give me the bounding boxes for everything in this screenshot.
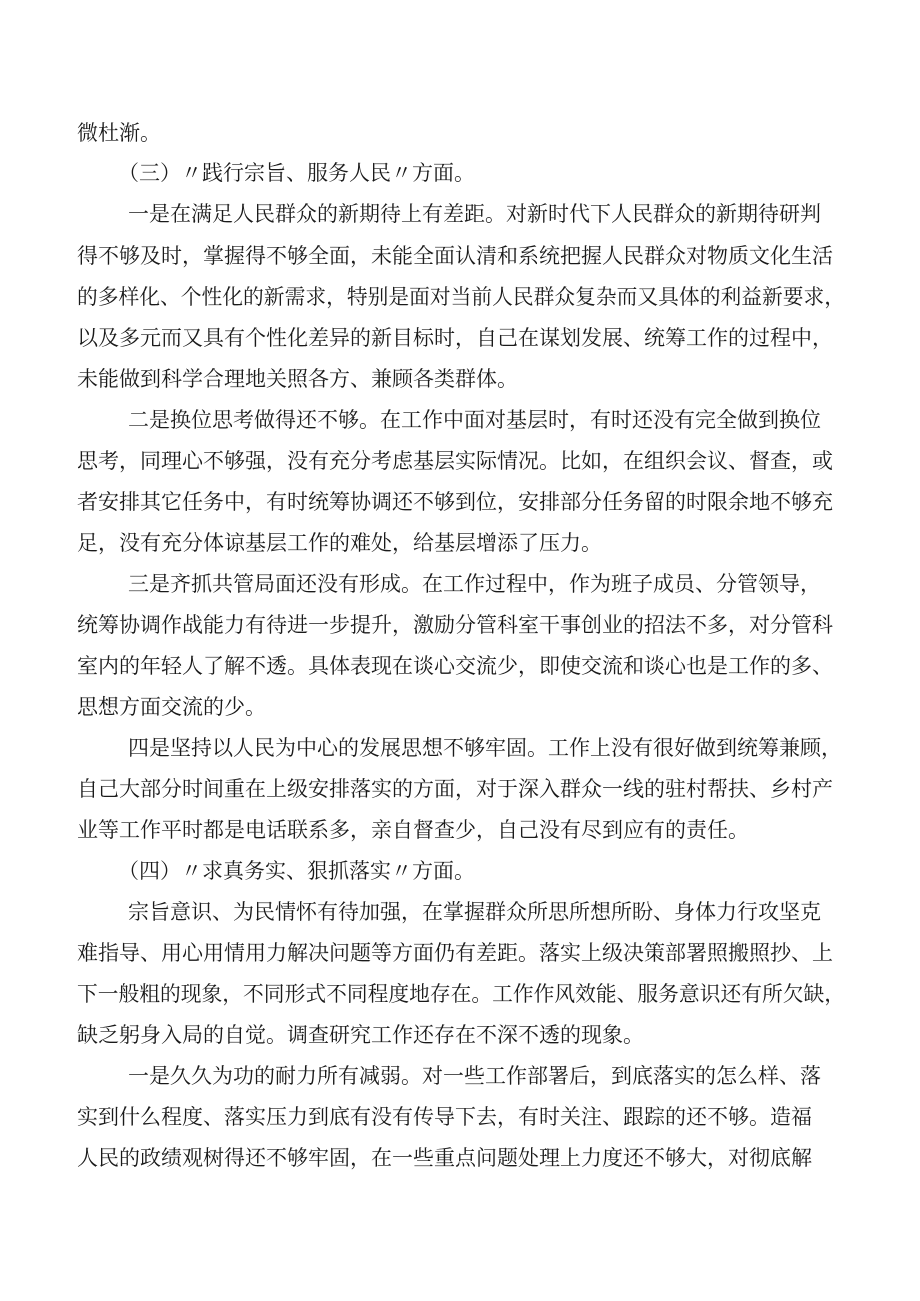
text-line: 实到什么程度、落实压力到底有没有传导下去，有时关注、跟踪的还不够。造福 xyxy=(77,1105,812,1129)
section-heading: （三）〃践行宗旨、服务人民〃方面。 xyxy=(118,161,475,185)
text-line: 以及多元而又具有个性化差异的新目标时，自己在谋划发展、统筹工作的过程中， xyxy=(77,326,833,350)
text-line: 二是换位思考做得还不够。在工作中面对基层时，有时还没有完全做到换位 xyxy=(128,408,821,432)
text-line: 微杜渐。 xyxy=(77,121,161,145)
text-line: 四是坚持以人民为中心的发展思想不够牢固。工作上没有很好做到统筹兼顾， xyxy=(128,736,842,760)
text-line: 室内的年轻人了解不透。具体表现在谈心交流少，即使交流和谈心也是工作的多、 xyxy=(77,654,833,678)
text-line: 思想方面交流的少。 xyxy=(77,695,266,719)
text-line: 难指导、用心用情用力解决问题等方面仍有差距。落实上级决策部署照搬照抄、上 xyxy=(77,941,833,965)
text-line: 一是在满足人民群众的新期待上有差距。对新时代下人民群众的新期待研判 xyxy=(128,202,821,226)
text-line: 一是久久为功的耐力所有减弱。对一些工作部署后，到底落实的怎么样、落 xyxy=(128,1064,821,1088)
text-line: 宗旨意识、为民情怀有待加强，在掌握群众所思所想所盼、身体力行攻坚克 xyxy=(128,900,821,924)
text-line: 自己大部分时间重在上级安排落实的方面，对于深入群众一线的驻村帮扶、乡村产 xyxy=(77,777,833,801)
text-line: 思考，同理心不够强，没有充分考虑基层实际情况。比如，在组织会议、督查，或 xyxy=(77,449,833,473)
text-line: 得不够及时，掌握得不够全面，未能全面认清和系统把握人民群众对物质文化生活 xyxy=(77,244,833,268)
text-line: 下一般粗的现象，不同形式不同程度地存在。工作作风效能、服务意识还有所欠缺， xyxy=(77,982,845,1006)
text-line: 未能做到科学合理地关照各方、兼顾各类群体。 xyxy=(77,367,518,391)
text-line: 者安排其它任务中，有时统筹协调还不够到位，安排部分任务留的时限余地不够充 xyxy=(77,490,833,514)
text-line: 足，没有充分体谅基层工作的难处，给基层增添了压力。 xyxy=(77,531,602,555)
text-line: 统筹协调作战能力有待进一步提升，激励分管科室干事创业的招法不多，对分管科 xyxy=(77,613,833,637)
text-line: 缺乏躬身入局的自觉。调查研究工作还存在不深不透的现象。 xyxy=(77,1023,644,1047)
text-line: 的多样化、个性化的新需求，特别是面对当前人民群众复杂而又具体的利益新要求， xyxy=(77,285,845,309)
text-line: 三是齐抓共管局面还没有形成。在工作过程中，作为班子成员、分管领导， xyxy=(128,572,821,596)
text-line: 人民的政绩观树得还不够牢固，在一些重点问题处理上力度还不够大，对彻底解 xyxy=(77,1146,812,1170)
section-heading: （四）〃求真务实、狠抓落实〃方面。 xyxy=(118,859,475,883)
text-line: 业等工作平时都是电话联系多，亲自督查少，自己没有尽到应有的责任。 xyxy=(77,818,749,842)
